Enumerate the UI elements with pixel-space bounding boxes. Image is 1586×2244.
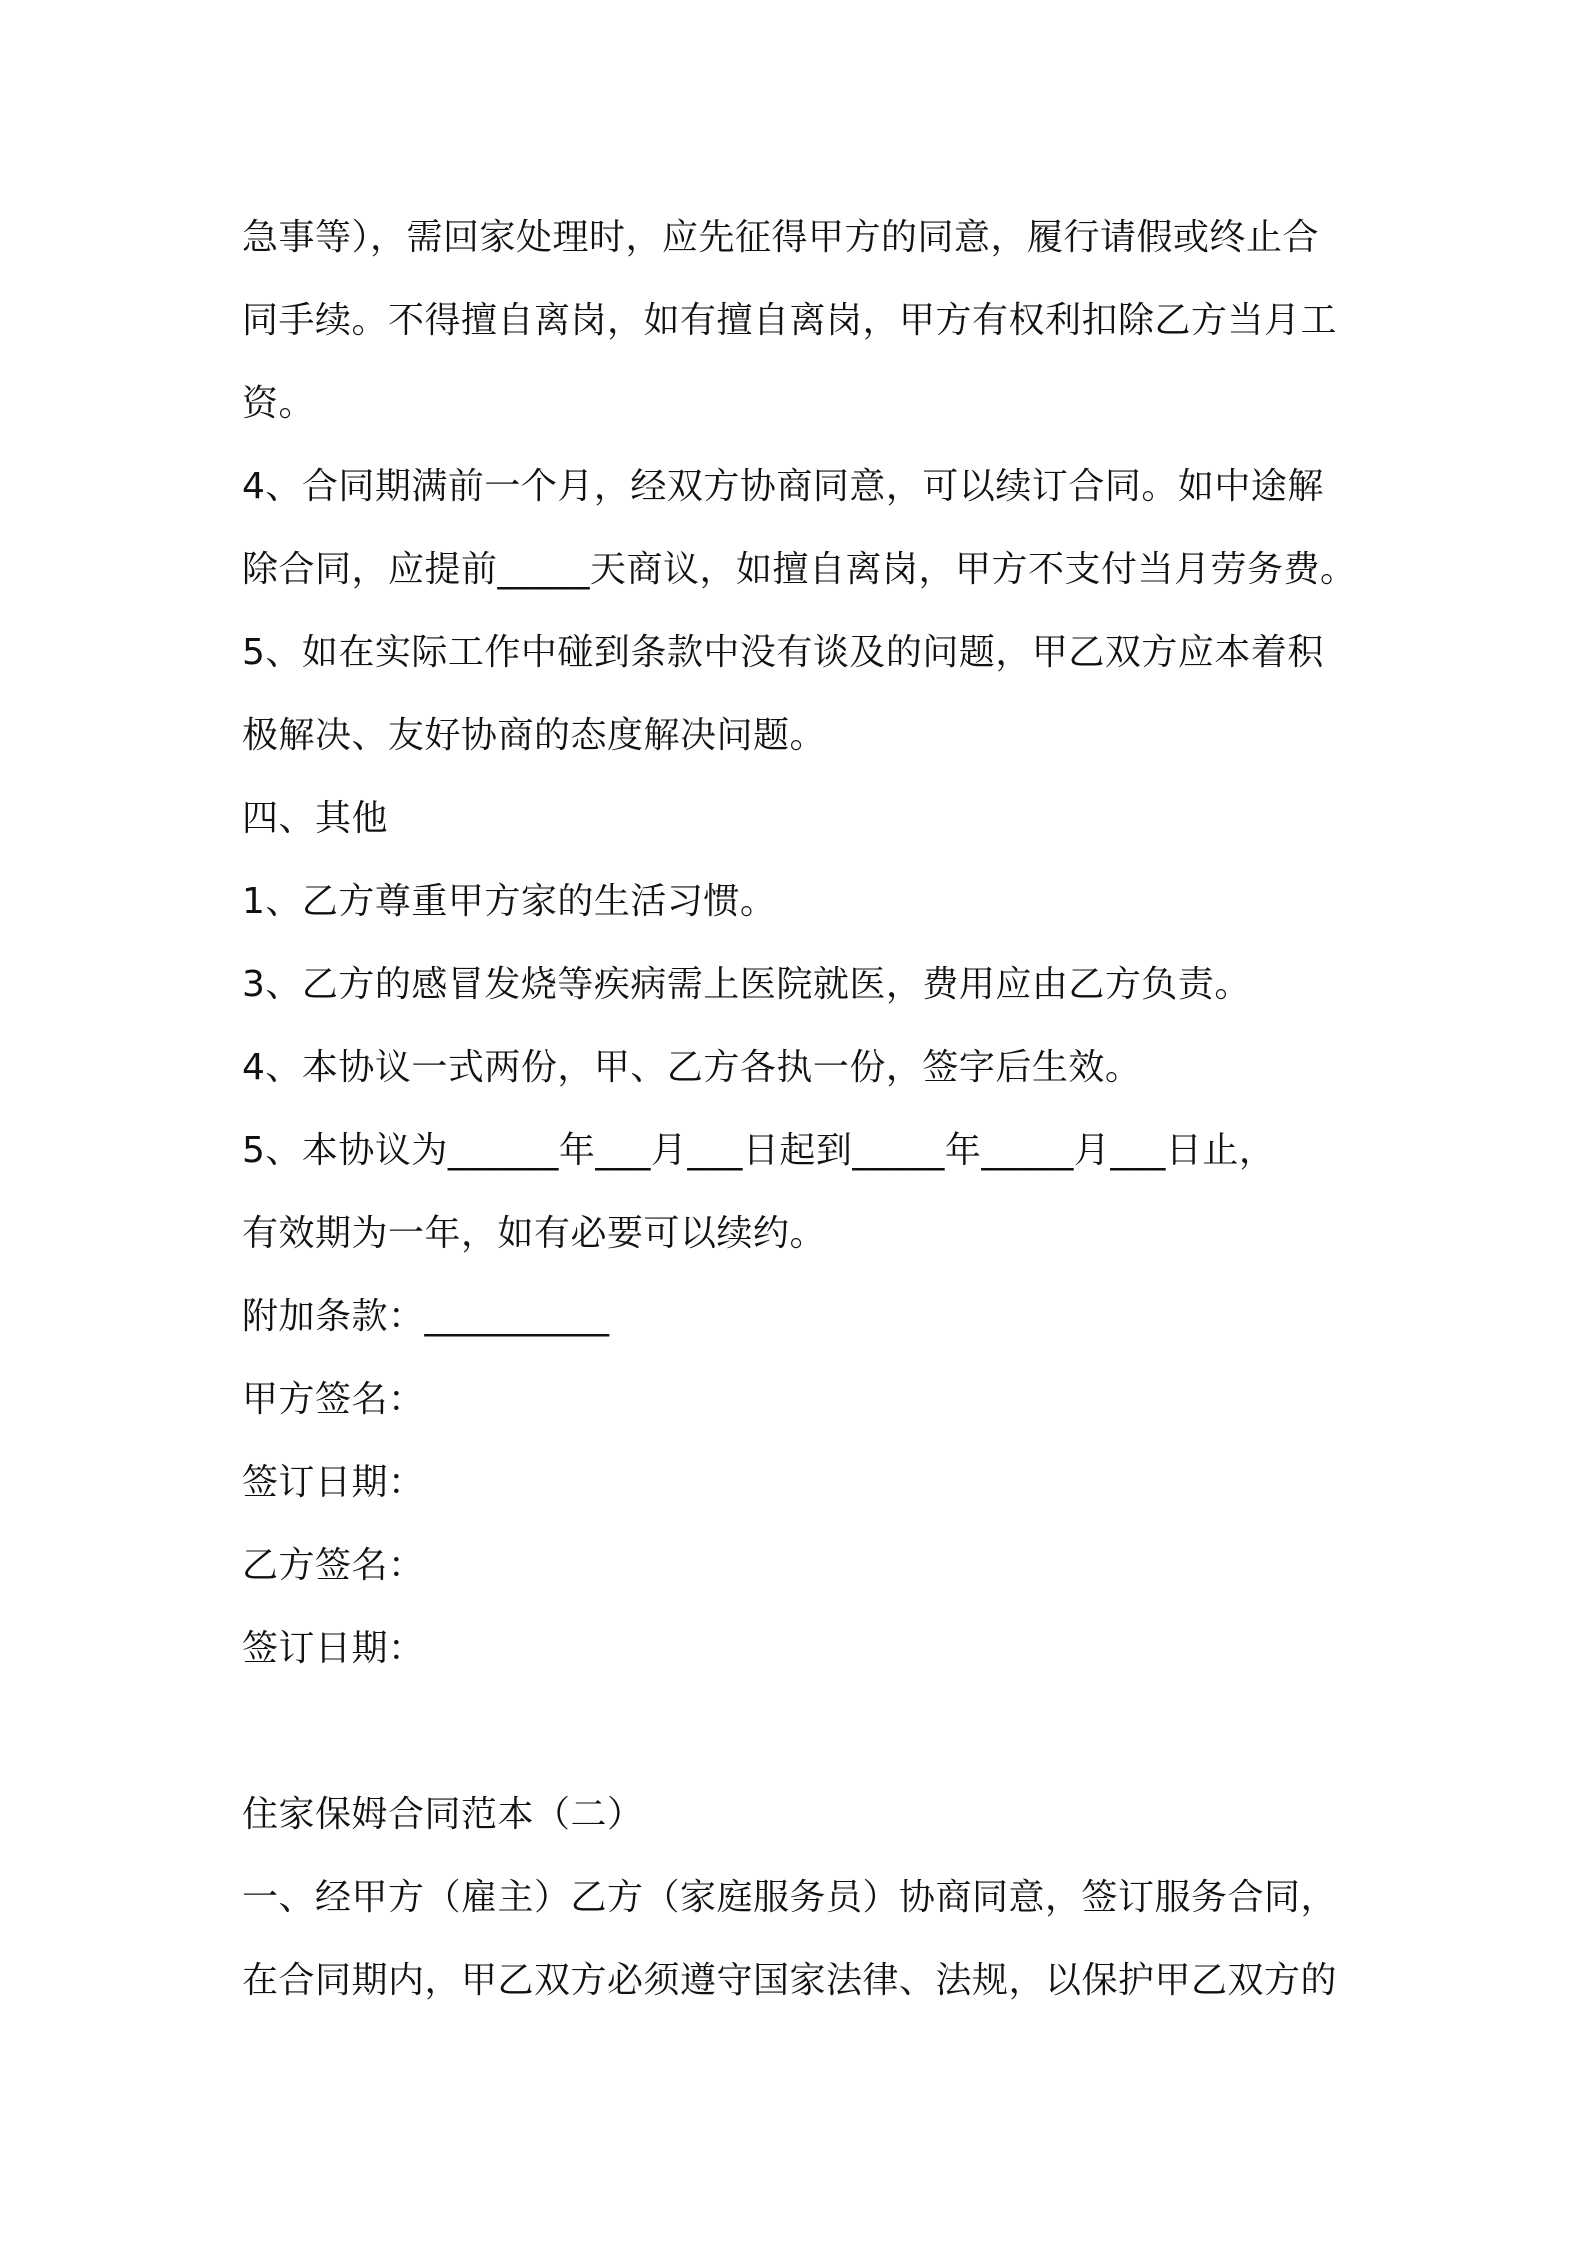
section-heading-other: 四、其他 [242, 798, 389, 839]
clause-4-line: 4、合同期满前一个月，经双方协商同意，可以续订合同。如中途解 [242, 466, 1324, 507]
other-clause-1: 1、乙方尊重甲方家的生活习惯。 [242, 881, 777, 922]
party-b-signature: 乙方签名： [242, 1545, 425, 1586]
party-a-signature: 甲方签名： [242, 1379, 425, 1420]
text-line: 在合同期内，甲乙双方必须遵守国家法律、法规，以保护甲乙双方的 [242, 1960, 1338, 2001]
text-line: 除合同，应提前_____天商议，如擅自离岗，甲方不支付当月劳务费。 [242, 549, 1357, 590]
contract-title-part2: 住家保姆合同范本（二） [242, 1794, 644, 1835]
text-line: 有效期为一年，如有必要可以续约。 [242, 1213, 827, 1254]
document-body [242, 196, 1362, 2022]
other-clause-5: 5、本协议为______年___月___日起到_____年_____月___日止， [242, 1130, 1276, 1171]
text-line: 同手续。不得擅自离岗，如有擅自离岗，甲方有权利扣除乙方当月工 [242, 300, 1338, 341]
party-b-sign-date: 签订日期： [242, 1628, 425, 1669]
section-spacer [242, 1690, 1362, 1773]
additional-terms: 附加条款：__________ [242, 1296, 610, 1337]
clause-5-line: 5、如在实际工作中碰到条款中没有谈及的问题，甲乙双方应本着积 [242, 632, 1324, 673]
text-line: 一、经甲方（雇主）乙方（家庭服务员）协商同意，签订服务合同， [242, 1877, 1338, 1918]
other-clause-3: 3、乙方的感冒发烧等疾病需上医院就医，费用应由乙方负责。 [242, 964, 1251, 1005]
other-clause-4: 4、本协议一式两份，甲、乙方各执一份，签字后生效。 [242, 1047, 1142, 1088]
text-line: 极解决、友好协商的态度解决问题。 [242, 715, 827, 756]
text-line: 急事等），需回家处理时，应先征得甲方的同意，履行请假或终止合 [242, 217, 1320, 258]
party-a-sign-date: 签订日期： [242, 1462, 425, 1503]
text-line: 资。 [242, 383, 316, 424]
